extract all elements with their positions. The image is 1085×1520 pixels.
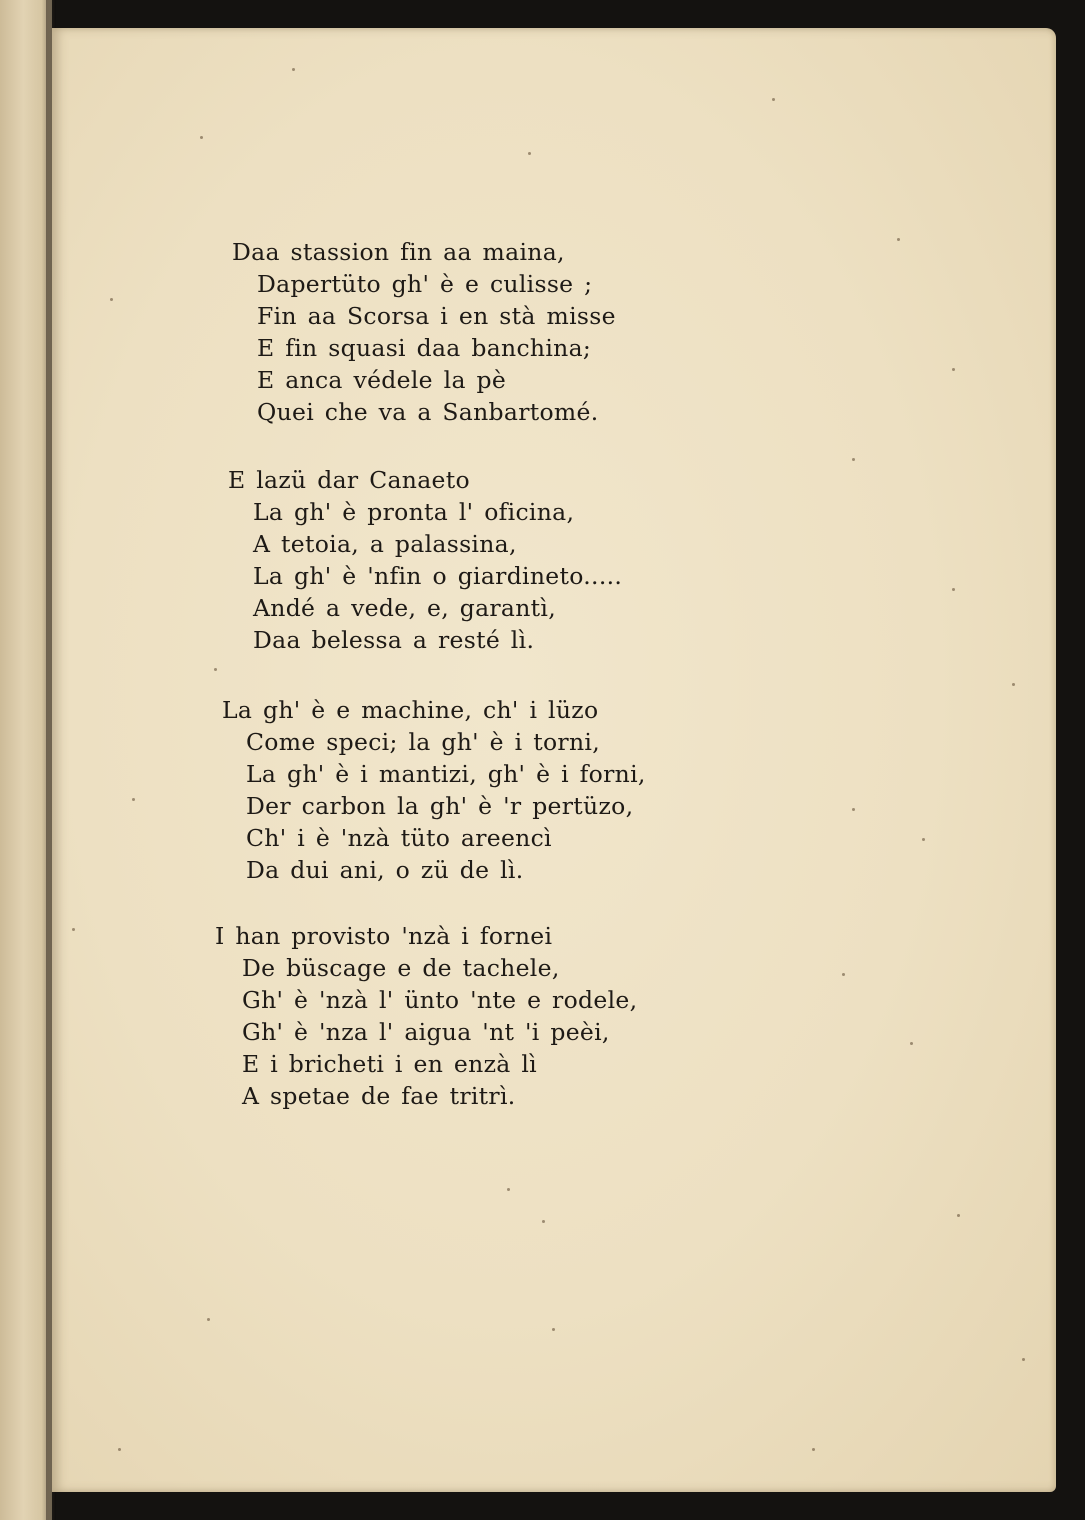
paper-speck <box>952 368 955 371</box>
poem-line: La gh' è i mantizi, gh' è i forni, <box>246 760 646 788</box>
poem-line: Der carbon la gh' è 'r pertüzo, <box>246 792 634 820</box>
poem-line: Fin aa Scorsa i en stà misse <box>257 302 616 330</box>
paper-speck <box>910 1042 913 1045</box>
paper-speck <box>552 1328 555 1331</box>
poem-line: Daa belessa a resté lì. <box>253 626 535 654</box>
paper-speck <box>542 1220 545 1223</box>
poem-line: Come speci; la gh' è i torni, <box>246 728 600 756</box>
poem-line: A tetoia, a palassina, <box>253 530 517 558</box>
paper-speck <box>1012 683 1015 686</box>
poem-line: La gh' è 'nfin o giardineto..... <box>253 562 623 590</box>
poem-line: E fin squasi daa banchina; <box>257 334 592 362</box>
paper-speck <box>922 838 925 841</box>
paper-speck <box>1022 1358 1025 1361</box>
poem-line: Andé a vede, e, garantì, <box>253 594 556 622</box>
poem-line: Da dui ani, o zü de lì. <box>246 856 524 884</box>
poem-line: A spetae de fae tritrì. <box>242 1082 516 1110</box>
left-page-edge <box>0 0 52 1520</box>
paper-speck <box>132 798 135 801</box>
paper-speck <box>528 152 531 155</box>
poem-line: La gh' è pronta l' oficina, <box>253 498 575 526</box>
paper-speck <box>214 668 217 671</box>
paper-speck <box>957 1214 960 1217</box>
paper-speck <box>952 588 955 591</box>
paper-speck <box>200 136 203 139</box>
paper-speck <box>292 68 295 71</box>
poem-line: E anca védele la pè <box>257 366 507 394</box>
paper-speck <box>852 458 855 461</box>
paper-speck <box>897 238 900 241</box>
poem-line: Gh' è 'nzà l' ünto 'nte e rodele, <box>242 986 638 1014</box>
paper-speck <box>118 1448 121 1451</box>
paper-speck <box>812 1448 815 1451</box>
poem-line: Quei che va a Sanbartomé. <box>257 398 599 426</box>
paper-speck <box>772 98 775 101</box>
poem-line: Daa stassion fin aa maina, <box>232 238 565 266</box>
poem-line: I han provisto 'nzà i fornei <box>215 922 553 950</box>
poem-line: E i bricheti i en enzà lì <box>242 1050 537 1078</box>
paper-speck <box>207 1318 210 1321</box>
poem-line: E lazü dar Canaeto <box>228 466 470 494</box>
paper-speck <box>72 928 75 931</box>
poem-line: Dapertüto gh' è e culisse ; <box>257 270 593 298</box>
poem-line: Ch' i è 'nzà tüto areencì <box>246 824 552 852</box>
poem-line: La gh' è e machine, ch' i lüzo <box>222 696 599 724</box>
paper-speck <box>110 298 113 301</box>
poem-line: De büscage e de tachele, <box>242 954 560 982</box>
paper-speck <box>842 973 845 976</box>
paper-speck <box>507 1188 510 1191</box>
poem-line: Gh' è 'nza l' aigua 'nt 'i peèi, <box>242 1018 610 1046</box>
paper-speck <box>852 808 855 811</box>
